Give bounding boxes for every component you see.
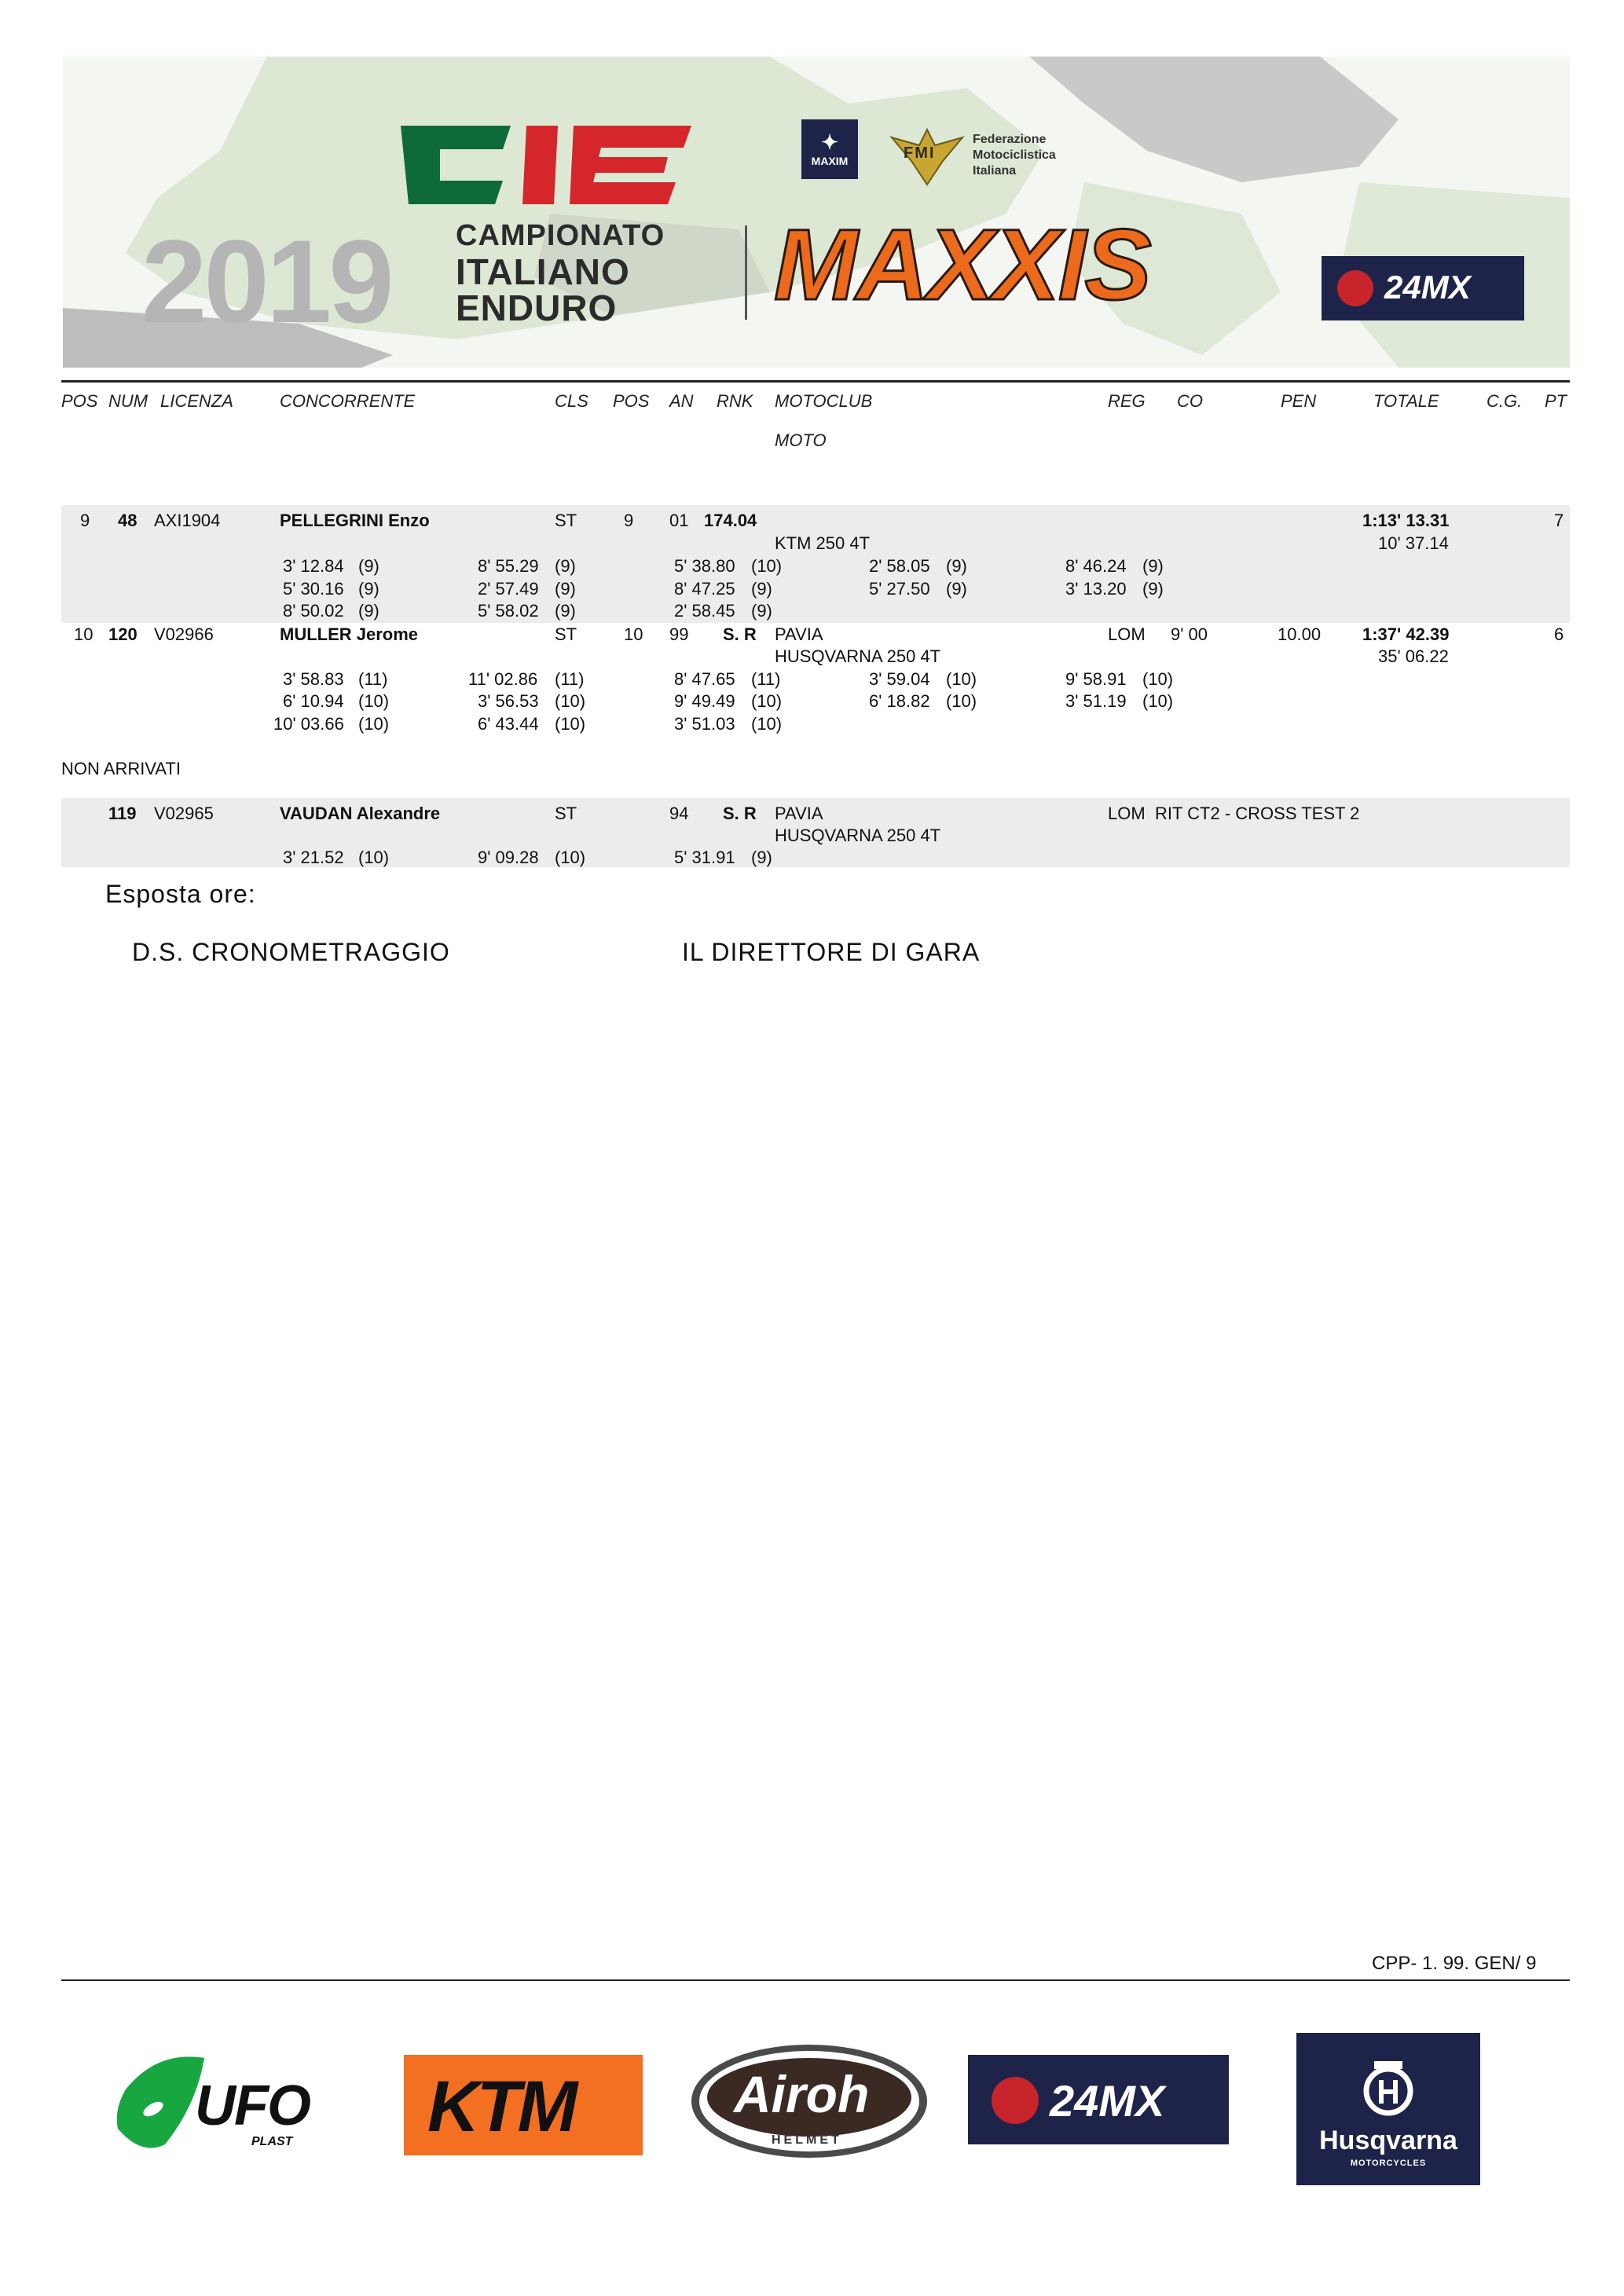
maxxis-logo: MAXXIS xyxy=(774,209,1150,321)
ktm-logo xyxy=(404,2055,643,2155)
row-motoclub: PAVIA xyxy=(775,804,823,823)
fmi-text-3: Italiana xyxy=(973,164,1017,178)
col-header-pen: PEN xyxy=(1281,391,1317,411)
col-header-pos2: POS xyxy=(613,391,650,411)
ufo-plast-label: PLAST xyxy=(251,2135,293,2148)
split-time: 5' 58.02 xyxy=(478,601,539,621)
row-pen: 10.00 xyxy=(1278,624,1322,644)
split-time: 10' 03.66 xyxy=(273,714,344,734)
split-time: 3' 51.19 xyxy=(1065,691,1127,711)
row-an: 94 xyxy=(669,804,689,823)
banner-year: 2019 xyxy=(141,215,391,347)
24mx-devil-icon xyxy=(992,2077,1039,2124)
split-rank: (10) xyxy=(751,556,783,576)
split-time: 6' 10.94 xyxy=(283,691,344,711)
husqvarna-wordmark: Husqvarna xyxy=(1319,2126,1457,2155)
row-pos2: 10 xyxy=(624,624,643,644)
24mx-banner-label: 24MX xyxy=(1384,269,1471,306)
husqvarna-logo xyxy=(1296,2033,1480,2185)
footer-rule xyxy=(61,1979,1570,1981)
split-rank: (10) xyxy=(1142,691,1174,711)
championship-title xyxy=(456,218,665,326)
fmi-text xyxy=(973,132,1056,179)
row-cls: ST xyxy=(555,511,577,530)
split-rank: (10) xyxy=(751,714,783,734)
split-rank: (10) xyxy=(946,691,977,711)
row-name: PELLEGRINI Enzo xyxy=(280,511,430,530)
split-rank: (9) xyxy=(358,579,379,599)
split-rank: (10) xyxy=(555,848,586,867)
split-rank: (9) xyxy=(1142,579,1164,599)
husqvarna-motorcycles-label: MOTORCYCLES xyxy=(1350,2159,1427,2168)
page-code: CPP- 1. 99. GEN/ 9 xyxy=(1372,1953,1537,1974)
col-header-rnk: RNK xyxy=(717,391,753,411)
row-an: 99 xyxy=(669,624,689,644)
split-rank: (10) xyxy=(946,669,977,689)
split-time: 3' 51.03 xyxy=(674,714,735,734)
split-time: 3' 12.84 xyxy=(283,556,344,576)
split-rank: (9) xyxy=(751,848,772,867)
col-header-totale: TOTALE xyxy=(1373,391,1439,411)
star-icon: ✦ xyxy=(821,130,838,154)
split-rank: (9) xyxy=(946,579,967,599)
split-time: 5' 38.80 xyxy=(674,556,735,576)
split-time: 2' 57.49 xyxy=(478,579,539,599)
col-header-co: CO xyxy=(1177,391,1203,411)
fmi-emblem-letters: FMI xyxy=(904,145,936,162)
sponsor-24mx-banner xyxy=(1322,256,1524,320)
row-pt: 7 xyxy=(1554,511,1564,530)
maxim-logo xyxy=(801,119,858,179)
col-header-num: NUM xyxy=(108,391,148,411)
split-rank: (9) xyxy=(751,579,772,599)
split-time: 6' 43.44 xyxy=(478,714,539,734)
row-num: 48 xyxy=(118,511,137,530)
direttore-signature: IL DIRETTORE DI GARA xyxy=(682,938,981,966)
row-rnk: 174.04 xyxy=(704,511,757,530)
header-banner xyxy=(63,57,1570,368)
split-time: 3' 59.04 xyxy=(869,669,930,689)
airoh-helmet-label: HELMET xyxy=(772,2133,842,2147)
split-rank: (9) xyxy=(751,601,772,621)
row-cls: ST xyxy=(555,624,577,644)
split-rank: (9) xyxy=(1142,556,1164,576)
row-num: 119 xyxy=(108,804,137,823)
split-time: 3' 21.52 xyxy=(283,848,344,867)
row-licenza: AXI1904 xyxy=(154,511,221,530)
split-time: 9' 49.49 xyxy=(674,691,735,711)
non-arrivati-heading: NON ARRIVATI xyxy=(61,759,181,778)
col-header-reg: REG xyxy=(1108,391,1146,411)
title-line-2: ITALIANO xyxy=(456,251,630,292)
title-line-1: CAMPIONATO xyxy=(456,219,665,252)
row-pos2: 9 xyxy=(624,511,634,530)
split-rank: (10) xyxy=(751,691,783,711)
row-licenza: V02966 xyxy=(154,624,214,644)
split-time: 11' 02.86 xyxy=(468,669,538,689)
col-header-an: AN xyxy=(669,391,694,411)
split-rank: (9) xyxy=(555,601,576,621)
split-time: 2' 58.05 xyxy=(869,556,930,576)
split-time: 8' 47.65 xyxy=(674,669,735,689)
row-reg: LOM xyxy=(1108,624,1146,644)
col-header-concorrente: CONCORRENTE xyxy=(280,391,416,411)
row-gap: 10' 37.14 xyxy=(1378,533,1449,553)
row-co: 9' 00 xyxy=(1171,624,1208,644)
cronometraggio-signature: D.S. CRONOMETRAGGIO xyxy=(132,938,450,966)
row-moto: KTM 250 4T xyxy=(775,533,871,553)
split-time: 9' 58.91 xyxy=(1065,669,1127,689)
split-rank: (10) xyxy=(555,691,586,711)
row-pos: 9 xyxy=(80,511,90,530)
split-rank: (10) xyxy=(358,848,390,867)
row-motoclub: PAVIA xyxy=(775,624,823,644)
24mx-devil-icon xyxy=(1337,270,1373,306)
split-time: 9' 09.28 xyxy=(478,848,539,867)
row-totale: 1:37' 42.39 xyxy=(1362,624,1450,644)
split-time: 5' 27.50 xyxy=(869,579,930,599)
row-num: 120 xyxy=(108,624,137,644)
split-time: 8' 50.02 xyxy=(283,601,344,621)
split-rank: (9) xyxy=(555,579,576,599)
24mx-wordmark: 24MX xyxy=(1050,2076,1165,2126)
split-time: 3' 13.20 xyxy=(1065,579,1127,599)
row-cls: ST xyxy=(555,804,577,823)
husqvarna-crown-icon xyxy=(1357,2056,1420,2119)
split-time: 6' 18.82 xyxy=(869,691,930,711)
title-line-3: ENDURO xyxy=(456,287,618,328)
maxim-label: MAXIM xyxy=(811,155,849,167)
split-time: 5' 31.91 xyxy=(674,848,735,867)
split-rank: (9) xyxy=(358,601,379,621)
col-header-pt: PT xyxy=(1545,391,1567,411)
split-rank: (9) xyxy=(358,556,379,576)
row-totale: 1:13' 13.31 xyxy=(1362,511,1450,530)
split-time: 2' 58.45 xyxy=(674,601,735,621)
fmi-text-2: Motociclistica xyxy=(973,148,1056,162)
row-rnk: S. R xyxy=(723,624,757,644)
ufo-wordmark: UFO xyxy=(195,2074,310,2137)
row-name: MULLER Jerome xyxy=(280,624,419,644)
split-rank: (10) xyxy=(358,691,390,711)
col-header-cg: C.G. xyxy=(1487,391,1523,411)
row-gap: 35' 06.22 xyxy=(1378,646,1449,666)
col-header-moto: MOTO xyxy=(775,430,827,450)
row-reg: LOM xyxy=(1108,804,1146,823)
split-time: 5' 30.16 xyxy=(283,579,344,599)
col-header-cls: CLS xyxy=(555,391,588,411)
split-rank: (10) xyxy=(1142,669,1174,689)
header-rule xyxy=(61,380,1570,383)
airoh-wordmark: Airoh xyxy=(734,2065,870,2123)
ktm-wordmark: KTM xyxy=(427,2067,575,2147)
esposta-label: Esposta ore: xyxy=(105,880,256,908)
split-time: 8' 46.24 xyxy=(1065,556,1127,576)
col-header-motoclub: MOTOCLUB xyxy=(775,391,873,411)
split-time: 3' 56.53 xyxy=(478,691,539,711)
split-time: 3' 58.83 xyxy=(283,669,344,689)
row-retired-note: RIT CT2 - CROSS TEST 2 xyxy=(1155,804,1360,823)
row-an: 01 xyxy=(669,511,689,530)
split-rank: (9) xyxy=(946,556,967,576)
row-moto: HUSQVARNA 250 4T xyxy=(775,826,941,845)
row-pos: 10 xyxy=(74,624,93,644)
split-rank: (10) xyxy=(358,714,390,734)
ufo-plast-logo xyxy=(110,2050,361,2160)
split-rank: (10) xyxy=(555,714,586,734)
24mx-logo xyxy=(968,2055,1229,2144)
split-rank: (11) xyxy=(358,669,388,689)
col-header-pos: POS xyxy=(61,391,98,411)
split-rank: (9) xyxy=(555,556,576,576)
split-time: 8' 47.25 xyxy=(674,579,735,599)
fmi-text-1: Federazione xyxy=(973,133,1047,146)
row-pt: 6 xyxy=(1554,624,1564,644)
row-rnk: S. R xyxy=(723,804,757,823)
row-moto: HUSQVARNA 250 4T xyxy=(775,646,941,666)
cie-logo xyxy=(393,118,770,212)
row-name: VAUDAN Alexandre xyxy=(280,804,441,823)
banner-divider xyxy=(745,225,747,320)
row-licenza: V02965 xyxy=(154,804,214,823)
airoh-helmet-logo xyxy=(688,2042,930,2160)
split-time: 8' 55.29 xyxy=(478,556,539,576)
split-rank: (11) xyxy=(555,669,585,689)
split-rank: (11) xyxy=(751,669,781,689)
col-header-licenza: LICENZA xyxy=(160,391,233,411)
